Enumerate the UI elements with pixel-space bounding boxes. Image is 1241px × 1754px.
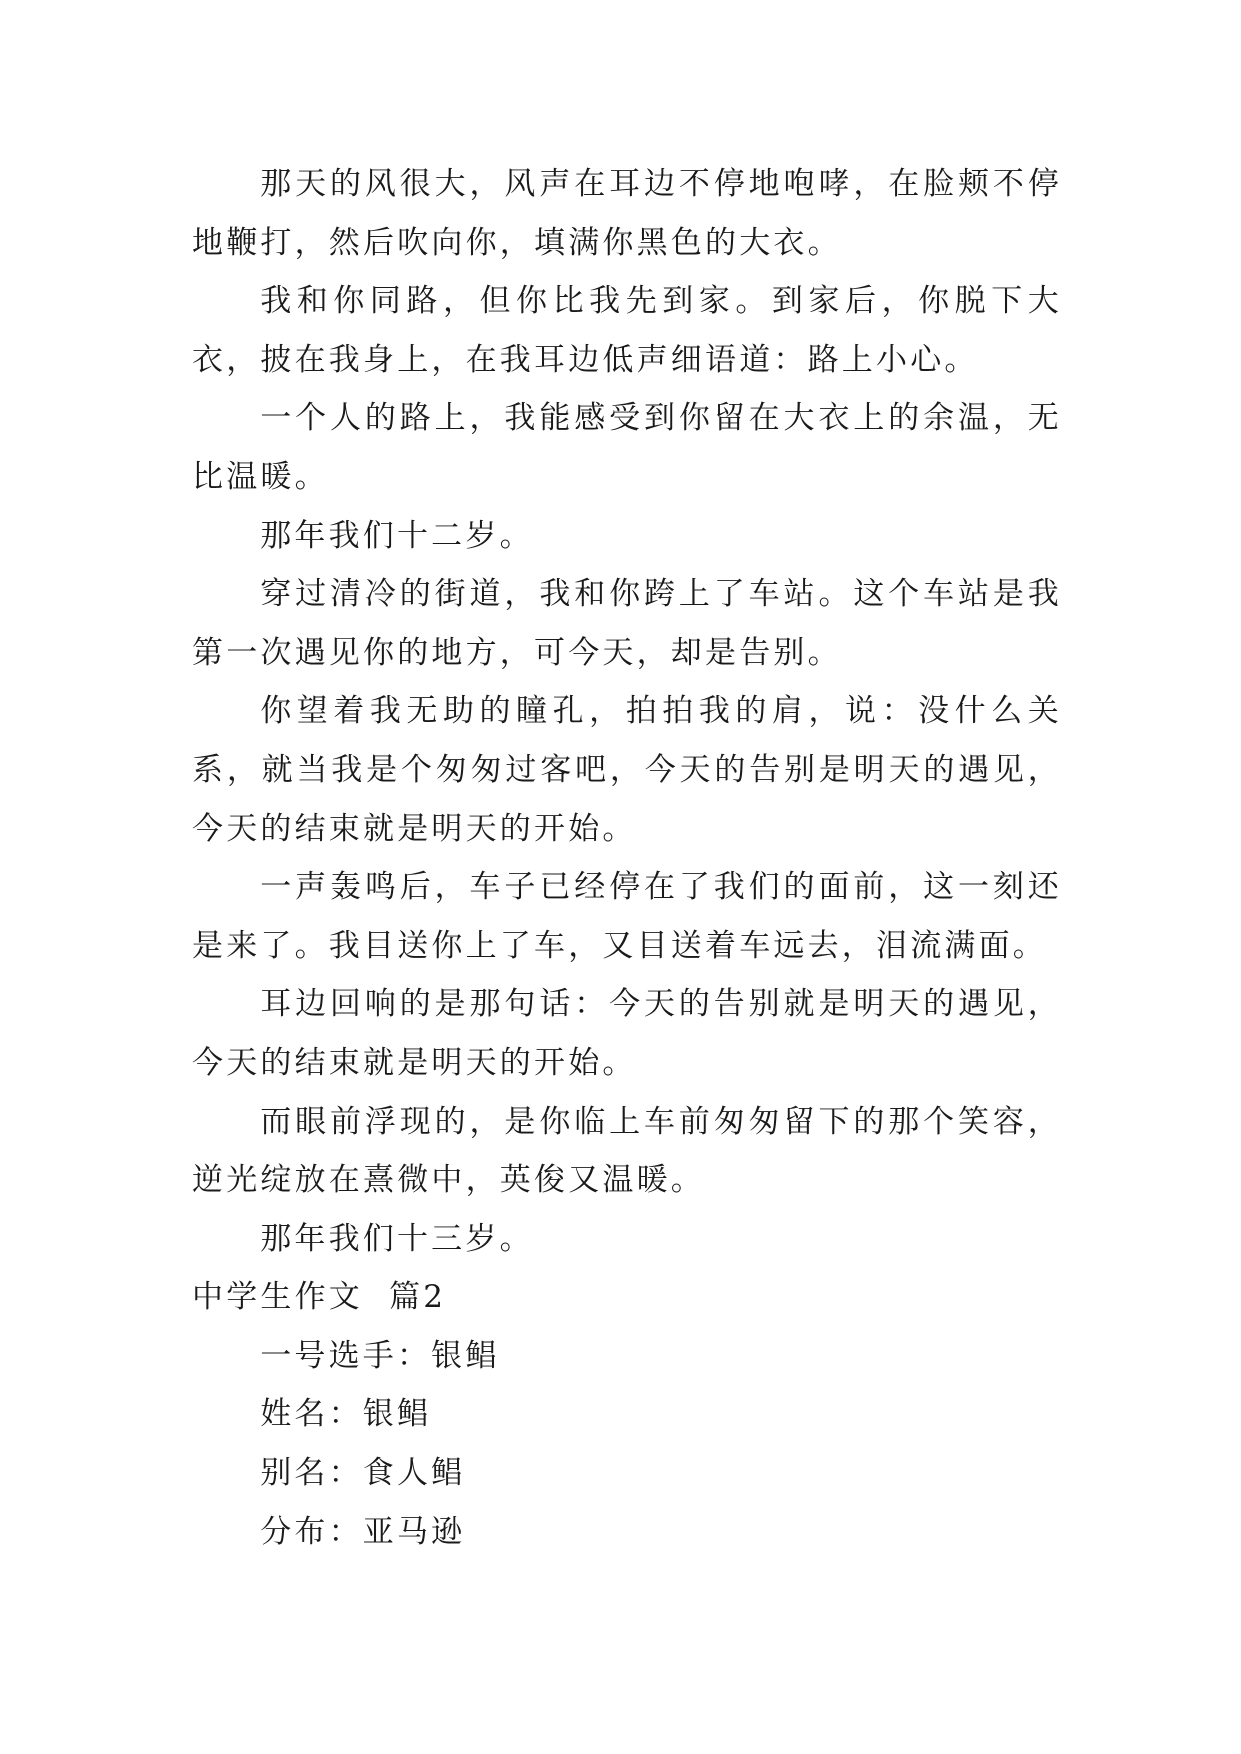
paragraph: 一个人的路上，我能感受到你留在大衣上的余温，无比温暖。 [192, 400, 1062, 495]
paragraph: 一声轰鸣后，车子已经停在了我们的面前，这一刻还是来了。我目送你上了车，又目送着车远去，泪流满面。 [192, 869, 1062, 964]
paragraph: 分布：亚马逊 [260, 1513, 466, 1550]
paragraph: 姓名：银鲳 [260, 1396, 432, 1433]
paragraph: 那天的风很大，风声在耳边不停地咆哮，在脸颊不停地鞭打，然后吹向你，填满你黑色的大衣。 [192, 166, 1062, 261]
paragraph: 一号选手：银鲳 [260, 1337, 500, 1374]
paragraph: 我和你同路，但你比我先到家。到家后，你脱下大衣，披在我身上，在我耳边低声细语道：路上小心。 [192, 283, 1062, 378]
paragraph: 而眼前浮现的，是你临上车前匆匆留下的那个笑容，逆光绽放在熹微中，英俊又温暖。 [192, 1103, 1062, 1199]
paragraph: 别名：食人鲳 [260, 1455, 466, 1492]
paragraph: 那年我们十三岁。 [260, 1220, 534, 1257]
document-body [192, 155, 1062, 1561]
paragraph: 穿过清冷的街道，我和你跨上了车站。这个车站是我第一次遇见你的地方，可今天，却是告别。 [192, 576, 1062, 671]
paragraph: 那年我们十二岁。 [260, 517, 534, 554]
paragraph: 耳边回响的是那句话：今天的告别就是明天的遇见，今天的结束就是明天的开始。 [192, 986, 1062, 1081]
paragraph: 你望着我无助的瞳孔，拍拍我的肩，说：没什么关系，就当我是个匆匆过客吧，今天的告别是明天的遇见，今天的结束就是明天的开始。 [192, 693, 1062, 847]
section-heading: 中学生作文 篇2 [192, 1279, 447, 1316]
